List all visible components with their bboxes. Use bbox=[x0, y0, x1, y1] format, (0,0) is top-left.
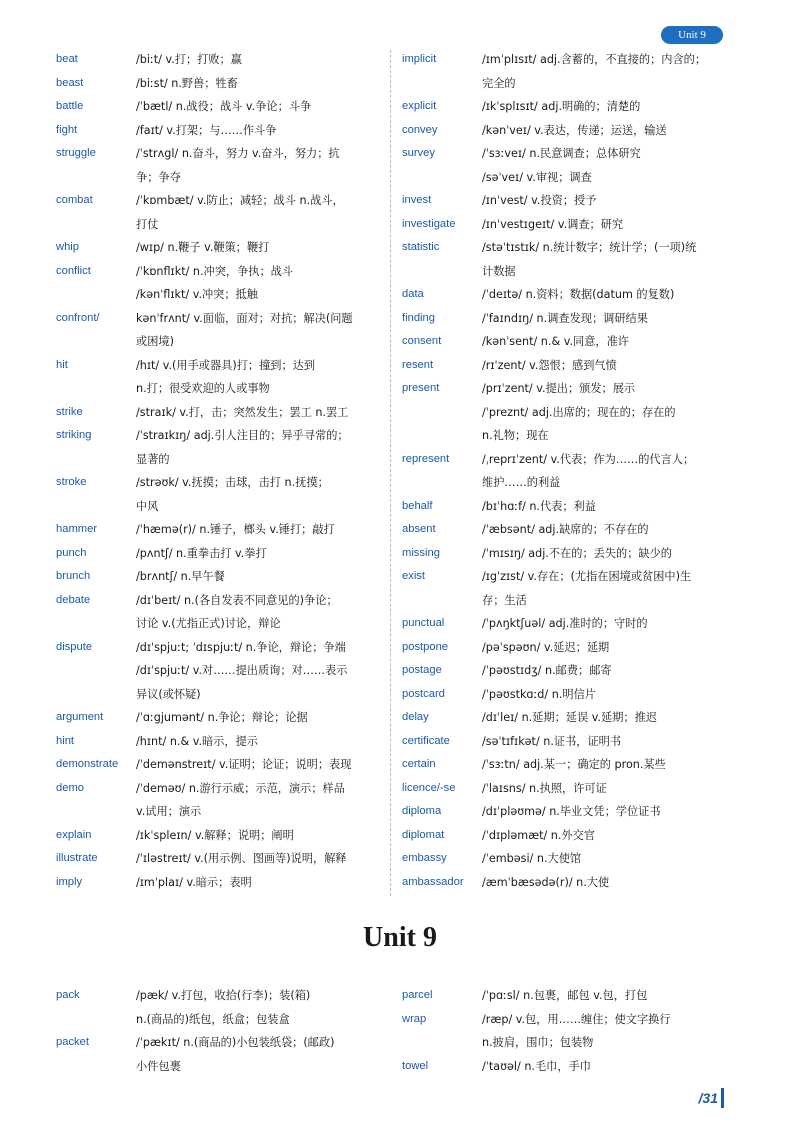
vocab-entry bbox=[56, 142, 386, 189]
vocab-definitions bbox=[136, 236, 386, 260]
definition-line: /ræp/ v.包，用……缠住；使文字换行 bbox=[482, 1012, 671, 1026]
vocab-word: hammer bbox=[56, 523, 98, 535]
vocab-entry bbox=[56, 95, 386, 119]
vocab-entry bbox=[402, 95, 732, 119]
vocab-entry bbox=[56, 565, 386, 589]
definition-line: /dɪˈpləʊmə/ n.毕业文凭；学位证书 bbox=[482, 805, 661, 818]
vocab-word: ambassador bbox=[402, 875, 464, 888]
definition-line: 计数据 bbox=[482, 264, 516, 278]
vocab-definitions bbox=[136, 401, 386, 425]
definition-line: /biːt/ v.打；打败；赢 bbox=[136, 53, 242, 66]
vocab-entry bbox=[402, 542, 732, 566]
vocab-definitions bbox=[136, 824, 386, 848]
vocab-word: struggle bbox=[56, 147, 96, 159]
vocab-word: whip bbox=[56, 241, 80, 253]
vocab-definitions bbox=[482, 518, 732, 542]
vocab-word: missing bbox=[402, 546, 440, 559]
vocab-word: illustrate bbox=[56, 852, 98, 864]
definition-line: 存；生活 bbox=[482, 593, 527, 607]
definition-line: /ˈmɪsɪŋ/ adj.不在的；丢失的；缺少的 bbox=[482, 546, 672, 560]
vocab-word: implicit bbox=[402, 53, 437, 65]
vocab-word: combat bbox=[56, 194, 93, 206]
vocab-word: hit bbox=[56, 358, 68, 371]
vocab-word: embassy bbox=[402, 852, 447, 864]
vocab-entry bbox=[402, 706, 732, 730]
vocab-entry bbox=[402, 683, 732, 707]
vocab-word: imply bbox=[56, 875, 83, 888]
vocab-definitions bbox=[482, 1055, 732, 1079]
definition-line: /hɪnt/ n.& v.暗示，提示 bbox=[136, 734, 258, 748]
definition-line: /ˈpəʊstkɑːd/ n.明信片 bbox=[482, 687, 596, 701]
vocab-entry bbox=[402, 142, 732, 189]
page-number: /31 bbox=[698, 1090, 718, 1106]
definition-line: /ˌreprɪˈzent/ v.代表；作为……的代言人； bbox=[482, 452, 695, 466]
vocab-word: explicit bbox=[402, 100, 437, 112]
vocab-entry bbox=[402, 495, 732, 519]
definition-line: 小件包裹 bbox=[136, 1059, 181, 1073]
definition-line: /dɪˈspjuːt; ˈdɪspjuːt/ n.争论，辩论；争端 bbox=[136, 640, 346, 654]
vocab-entry bbox=[56, 753, 386, 777]
vocab-definitions bbox=[136, 1031, 386, 1078]
vocab-definitions bbox=[482, 283, 732, 307]
definition-line: /ˈlaɪsns/ n.执照，许可证 bbox=[482, 781, 607, 795]
vocab-word: licence/-se bbox=[402, 781, 456, 794]
definition-line: 异议(或怀疑) bbox=[136, 687, 201, 701]
vocab-definitions bbox=[482, 119, 732, 143]
vocab-entry bbox=[402, 377, 732, 448]
vocab-word: demo bbox=[56, 781, 84, 794]
vocab-definitions bbox=[482, 236, 732, 283]
vocab-definitions bbox=[136, 354, 386, 401]
vocab-word: pack bbox=[56, 989, 80, 1001]
definition-line: /səˈveɪ/ v.审视；调查 bbox=[482, 170, 592, 184]
vocab-entry bbox=[56, 401, 386, 425]
definition-line: v.试用；演示 bbox=[136, 805, 202, 818]
vocab-entry bbox=[56, 730, 386, 754]
vocab-word: finding bbox=[402, 311, 435, 324]
vocab-word: delay bbox=[402, 711, 429, 723]
vocab-word: striking bbox=[56, 429, 92, 441]
vocab-word: battle bbox=[56, 100, 84, 112]
vocab-word: beast bbox=[56, 76, 84, 89]
vocab-definitions bbox=[482, 377, 732, 448]
definition-line: /ˈpəʊstɪdʒ/ n.邮费；邮寄 bbox=[482, 664, 612, 677]
vocab-definitions bbox=[482, 189, 732, 213]
definition-line: /ɪkˈsplɪsɪt/ adj.明确的；清楚的 bbox=[482, 100, 641, 113]
vocab-word: survey bbox=[402, 147, 435, 159]
vocab-word: towel bbox=[402, 1059, 429, 1072]
vocab-word: parcel bbox=[402, 989, 433, 1001]
vocab-entry bbox=[56, 1031, 386, 1078]
definition-line: /ˈfaɪndɪŋ/ n.调查发现；调研结果 bbox=[482, 311, 648, 325]
vocab-definitions bbox=[482, 984, 732, 1008]
definition-line: /dɪˈspjuːt/ v.对……提出质询；对……表示 bbox=[136, 664, 348, 677]
vocab-definitions bbox=[482, 777, 732, 801]
definition-line: /ˈpreznt/ adj.出席的；现在的；存在的 bbox=[482, 405, 676, 419]
vocab-entry bbox=[402, 777, 732, 801]
definition-line: /hɪt/ v.(用手或器具)打；撞到；达到 bbox=[136, 358, 316, 372]
vocab-word: punch bbox=[56, 546, 87, 559]
vocab-entry bbox=[56, 518, 386, 542]
definition-line: /straɪk/ v.打，击；突然发生；罢工 n.罢工 bbox=[136, 405, 349, 419]
vocab-word: certificate bbox=[402, 734, 450, 747]
column-divider bbox=[390, 50, 391, 896]
definition-line: /pʌntʃ/ n.重拳击打 v.拳打 bbox=[136, 546, 267, 560]
vocab-definitions bbox=[482, 706, 732, 730]
definition-line: /ˈdeɪtə/ n.资料；数据(datum 的复数) bbox=[482, 288, 675, 301]
vocab-entry bbox=[402, 847, 732, 871]
vocab-word: demonstrate bbox=[56, 758, 119, 770]
vocab-definitions bbox=[136, 142, 386, 189]
definition-line: 维护……的利益 bbox=[482, 476, 561, 489]
vocab-word: explain bbox=[56, 828, 92, 841]
vocab-entry bbox=[56, 354, 386, 401]
vocab-entry bbox=[402, 800, 732, 824]
definition-line: n.礼物；现在 bbox=[482, 429, 549, 442]
vocab-definitions bbox=[482, 95, 732, 119]
vocab-entry bbox=[56, 119, 386, 143]
definition-line: /pəˈspəʊn/ v.延迟；延期 bbox=[482, 640, 610, 654]
vocab-entry bbox=[56, 48, 386, 72]
definition-line: /kənˈsent/ n.& v.同意，准许 bbox=[482, 335, 629, 348]
vocab-word: argument bbox=[56, 711, 104, 723]
vocab-entry bbox=[56, 636, 386, 707]
vocab-definitions bbox=[482, 495, 732, 519]
definition-line: /dɪˈleɪ/ n.延期；延误 v.延期；推迟 bbox=[482, 711, 657, 724]
vocab-definitions bbox=[136, 871, 386, 895]
unit-title: Unit 9 bbox=[363, 922, 437, 953]
vocab-word: conflict bbox=[56, 264, 91, 277]
vocab-definitions bbox=[136, 72, 386, 96]
vocab-definitions bbox=[136, 984, 386, 1031]
vocab-entry bbox=[402, 354, 732, 378]
definition-line: /ˈɑːgjumənt/ n.争论；辩论；论据 bbox=[136, 711, 308, 724]
definition-line: /ˈdemənstreɪt/ v.证明；论证；说明；表现 bbox=[136, 758, 352, 771]
definition-line: /ˈkɒnflɪkt/ n.冲突，争执；战斗 bbox=[136, 264, 294, 278]
vocab-entry bbox=[56, 984, 386, 1031]
vocab-entry bbox=[402, 189, 732, 213]
vocab-word: behalf bbox=[402, 499, 433, 512]
vocab-word: diplomat bbox=[402, 828, 445, 841]
definition-line: /ɪmˈplaɪ/ v.暗示；表明 bbox=[136, 875, 252, 889]
vocab-entry bbox=[56, 260, 386, 307]
vocab-entry bbox=[56, 471, 386, 518]
vocab-word: packet bbox=[56, 1036, 89, 1048]
definition-line: /prɪˈzent/ v.提出；颁发；展示 bbox=[482, 382, 636, 395]
definition-line: /kənˈveɪ/ v.表达，传递；运送，输送 bbox=[482, 123, 667, 137]
vocab-word: investigate bbox=[402, 217, 456, 230]
definition-line: 显著的 bbox=[136, 452, 170, 466]
vocab-entry bbox=[56, 824, 386, 848]
vocab-definitions bbox=[482, 142, 732, 189]
definition-line: /biːst/ n.野兽；牲畜 bbox=[136, 76, 238, 90]
definition-line: /pæk/ v.打包，收拾(行李)；装(箱) bbox=[136, 989, 311, 1002]
vocab-entry bbox=[402, 612, 732, 636]
vocab-entry bbox=[56, 307, 386, 354]
definition-line: /kənˈflɪkt/ v.冲突；抵触 bbox=[136, 288, 258, 301]
vocab-definitions bbox=[482, 871, 732, 895]
vocab-word: confront/ bbox=[56, 311, 100, 324]
vocab-definitions bbox=[136, 847, 386, 871]
definition-line: /ɪgˈzɪst/ v.存在；(尤指在困境或贫困中)生 bbox=[482, 570, 692, 583]
vocab-word: invest bbox=[402, 194, 432, 206]
vocab-word: present bbox=[402, 382, 440, 394]
definition-line: /ˈdɪpləmæt/ n.外交官 bbox=[482, 828, 596, 842]
vocab-entry bbox=[402, 1008, 732, 1055]
vocab-word: beat bbox=[56, 53, 78, 65]
definition-line: /ɪnˈvest/ v.投资；授予 bbox=[482, 194, 597, 207]
vocab-entry bbox=[56, 847, 386, 871]
vocab-entry bbox=[402, 565, 732, 612]
definition-line: 中风 bbox=[136, 499, 159, 513]
definition-line: /stəˈtɪstɪk/ n.统计数字；统计学；(一项)统 bbox=[482, 241, 697, 254]
left-column bbox=[56, 48, 386, 894]
vocab-definitions bbox=[482, 1008, 732, 1055]
definition-line: /ˈpækɪt/ n.(商品的)小包装纸袋；(邮政) bbox=[136, 1036, 335, 1049]
definition-line: /ˈembəsi/ n.大使馆 bbox=[482, 852, 582, 865]
vocab-word: debate bbox=[56, 593, 91, 606]
vocab-word: hint bbox=[56, 734, 75, 747]
vocab-definitions bbox=[482, 448, 732, 495]
definition-line: /ˈsɜːtn/ adj.某一；确定的 pron.某些 bbox=[482, 758, 666, 771]
vocab-word: fight bbox=[56, 123, 78, 136]
vocab-definitions bbox=[136, 636, 386, 707]
vocab-entry bbox=[402, 824, 732, 848]
definition-line: /ɪkˈspleɪn/ v.解释；说明；阐明 bbox=[136, 828, 294, 842]
vocab-word: exist bbox=[402, 570, 426, 582]
definition-line: /faɪt/ v.打架；与……作斗争 bbox=[136, 123, 277, 137]
right-column bbox=[402, 48, 732, 894]
definition-line: /wɪp/ n.鞭子 v.鞭策；鞭打 bbox=[136, 241, 270, 254]
definition-line: /dɪˈbeɪt/ n.(各自发表不同意见的)争论； bbox=[136, 593, 338, 607]
vocab-entry bbox=[402, 984, 732, 1008]
vocab-entry bbox=[56, 542, 386, 566]
vocab-entry bbox=[402, 213, 732, 237]
vocab-word: postage bbox=[402, 664, 442, 676]
vocab-word: postpone bbox=[402, 640, 449, 653]
vocab-entry bbox=[402, 283, 732, 307]
definition-line: /ɪmˈplɪsɪt/ adj.含蓄的，不直接的；内含的； bbox=[482, 53, 707, 66]
vocab-definitions bbox=[136, 565, 386, 589]
vocab-definitions bbox=[482, 683, 732, 707]
vocab-definitions bbox=[482, 659, 732, 683]
vocab-entry bbox=[402, 659, 732, 683]
page-number-bar bbox=[721, 1088, 724, 1108]
vocab-entry bbox=[402, 119, 732, 143]
definition-line: n.打；很受欢迎的人或事物 bbox=[136, 382, 270, 395]
definition-line: /ɪnˈvestɪgeɪt/ v.调查；研究 bbox=[482, 217, 624, 231]
vocab-definitions bbox=[136, 95, 386, 119]
unit-tab: Unit 9 bbox=[661, 26, 723, 44]
vocab-entry bbox=[56, 871, 386, 895]
vocab-definitions bbox=[482, 213, 732, 237]
vocab-word: statistic bbox=[402, 241, 440, 253]
vocab-word: consent bbox=[402, 335, 442, 347]
vocab-definitions bbox=[482, 48, 732, 95]
definition-line: /ˈdeməʊ/ n.游行示威；示范，演示；样品 bbox=[136, 781, 345, 795]
vocab-entry bbox=[402, 730, 732, 754]
definition-line: 或困境) bbox=[136, 335, 174, 348]
vocab-definitions bbox=[482, 824, 732, 848]
definition-line: /ˈpʌŋktʃuəl/ adj.准时的；守时的 bbox=[482, 617, 648, 630]
vocab-word: represent bbox=[402, 452, 450, 465]
vocab-definitions bbox=[136, 189, 386, 236]
vocab-definitions bbox=[136, 424, 386, 471]
vocab-definitions bbox=[136, 260, 386, 307]
vocab-word: wrap bbox=[402, 1012, 427, 1025]
vocab-entry bbox=[402, 307, 732, 331]
vocab-word: data bbox=[402, 288, 424, 300]
unit-right-column bbox=[402, 984, 732, 1078]
vocab-definitions bbox=[482, 354, 732, 378]
vocab-entry bbox=[56, 777, 386, 824]
definition-line: 完全的 bbox=[482, 76, 516, 90]
vocab-word: diploma bbox=[402, 805, 442, 817]
vocab-entry bbox=[56, 424, 386, 471]
vocab-entry bbox=[402, 236, 732, 283]
vocab-definitions bbox=[136, 589, 386, 636]
vocab-entry bbox=[402, 1055, 732, 1079]
definition-line: 争；争夺 bbox=[136, 170, 181, 184]
vocab-definitions bbox=[482, 800, 732, 824]
vocab-definitions bbox=[136, 518, 386, 542]
vocab-entry bbox=[402, 753, 732, 777]
vocab-definitions bbox=[482, 636, 732, 660]
definition-line: /ˈstrʌgl/ n.奋斗，努力 v.奋斗，努力；抗 bbox=[136, 147, 340, 160]
vocab-entry bbox=[402, 330, 732, 354]
definition-line: /ˈstraɪkɪŋ/ adj.引人注目的；异乎寻常的； bbox=[136, 429, 349, 442]
vocab-definitions bbox=[482, 612, 732, 636]
definition-line: /æmˈbæsədə(r)/ n.大使 bbox=[482, 875, 610, 889]
vocab-entry bbox=[56, 706, 386, 730]
vocab-definitions bbox=[482, 730, 732, 754]
definition-line: 打仗 bbox=[136, 217, 159, 231]
definition-line: /bɪˈhɑːf/ n.代表；利益 bbox=[482, 499, 596, 513]
definition-line: /ˈbætl/ n.战役；战斗 v.争论；斗争 bbox=[136, 100, 312, 113]
vocab-definitions bbox=[136, 307, 386, 354]
vocab-word: postcard bbox=[402, 687, 445, 700]
definition-line: /strəʊk/ v.抚摸；击球，击打 n.抚摸； bbox=[136, 476, 329, 489]
vocab-definitions bbox=[136, 542, 386, 566]
vocab-entry bbox=[56, 72, 386, 96]
vocab-definitions bbox=[136, 119, 386, 143]
vocab-entry bbox=[402, 48, 732, 95]
definition-line: /ˈæbsənt/ adj.缺席的；不存在的 bbox=[482, 523, 649, 536]
vocab-entry bbox=[56, 236, 386, 260]
vocab-definitions bbox=[136, 753, 386, 777]
definition-line: /ˈkɒmbæt/ v.防止；减轻；战斗 n.战斗， bbox=[136, 194, 344, 207]
definition-line: n.披肩，围巾；包装物 bbox=[482, 1036, 594, 1049]
definition-line: 讨论 v.(尤指正式)讨论，辩论 bbox=[136, 617, 281, 630]
vocab-definitions bbox=[482, 753, 732, 777]
vocab-entry bbox=[402, 636, 732, 660]
vocab-definitions bbox=[136, 730, 386, 754]
definition-line: /səˈtɪfɪkət/ n.证书，证明书 bbox=[482, 734, 622, 748]
definition-line: /ˈpɑːsl/ n.包裹，邮包 v.包，打包 bbox=[482, 989, 648, 1002]
definition-line: /ˈɪləstreɪt/ v.(用示例、图画等)说明，解释 bbox=[136, 852, 347, 865]
vocab-definitions bbox=[482, 847, 732, 871]
unit-left-column bbox=[56, 984, 386, 1078]
vocab-definitions bbox=[136, 777, 386, 824]
definition-line: /ˈtaʊəl/ n.毛巾，手巾 bbox=[482, 1059, 591, 1073]
vocab-entry bbox=[402, 518, 732, 542]
definition-line: n.(商品的)纸包，纸盒；包装盒 bbox=[136, 1012, 290, 1026]
vocab-entry bbox=[56, 589, 386, 636]
vocab-definitions bbox=[136, 48, 386, 72]
definition-line: /ˈsɜːveɪ/ n.民意调查；总体研究 bbox=[482, 147, 641, 160]
definition-line: kənˈfrʌnt/ v.面临，面对；对抗；解决(问题 bbox=[136, 311, 353, 325]
vocab-definitions bbox=[482, 542, 732, 566]
vocab-word: dispute bbox=[56, 640, 93, 653]
vocab-definitions bbox=[136, 471, 386, 518]
vocab-entry bbox=[56, 189, 386, 236]
vocab-word: absent bbox=[402, 523, 436, 535]
vocab-definitions bbox=[482, 330, 732, 354]
vocab-entry bbox=[402, 871, 732, 895]
vocab-word: strike bbox=[56, 405, 83, 418]
vocab-word: brunch bbox=[56, 570, 91, 582]
vocab-word: convey bbox=[402, 123, 438, 136]
definition-line: /brʌntʃ/ n.早午餐 bbox=[136, 570, 225, 583]
vocab-definitions bbox=[482, 307, 732, 331]
vocab-word: resent bbox=[402, 358, 434, 371]
vocab-definitions bbox=[136, 706, 386, 730]
vocab-definitions bbox=[482, 565, 732, 612]
definition-line: /ˈhæmə(r)/ n.锤子，榔头 v.锤打；敲打 bbox=[136, 523, 335, 536]
vocab-word: stroke bbox=[56, 476, 87, 488]
vocab-word: punctual bbox=[402, 617, 445, 629]
vocab-entry bbox=[402, 448, 732, 495]
vocab-word: certain bbox=[402, 758, 436, 770]
definition-line: /rɪˈzent/ v.怨恨；感到气愤 bbox=[482, 358, 617, 372]
